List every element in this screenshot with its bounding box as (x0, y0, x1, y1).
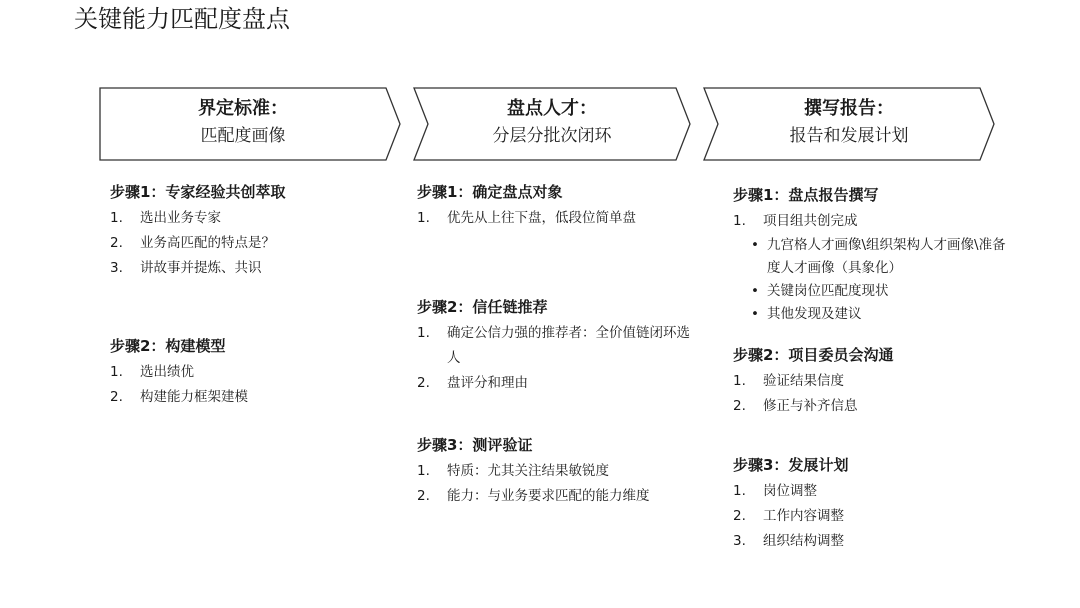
item-text: 选出绩优 (140, 364, 194, 380)
item-text: 盘评分和理由 (447, 375, 528, 391)
item-number: 1. (733, 373, 746, 389)
item-text: 特质：尤其关注结果敏锐度 (447, 463, 609, 479)
step-title: 步骤1：盘点报告撰写 (733, 186, 879, 204)
stage-subtitle: 分层分批次闭环 (492, 126, 612, 146)
bullet-item (733, 303, 1033, 326)
list-item (110, 360, 400, 385)
list-item (733, 369, 1033, 394)
stage-subtitle: 报告和发展计划 (789, 126, 909, 146)
step-block (733, 454, 1033, 554)
list-item (110, 231, 400, 256)
item-text: 验证结果信度 (763, 373, 844, 389)
item-number: 1. (110, 364, 123, 380)
step-block (733, 344, 1033, 419)
item-text: 能力：与业务要求匹配的能力维度 (447, 488, 650, 504)
item-number: 2. (110, 235, 123, 251)
step-block (110, 181, 400, 281)
item-number: 1. (110, 210, 123, 226)
item-number: 1. (417, 463, 430, 479)
step-title: 步骤1：专家经验共创萃取 (110, 183, 286, 201)
item-text: 优先从上往下盘，低段位简单盘 (447, 210, 636, 226)
item-number: 3. (110, 260, 123, 276)
stage-label-1 (100, 96, 386, 160)
page-title: 关键能力匹配度盘点 (74, 5, 290, 33)
item-text: 构建能力框架建模 (140, 389, 248, 405)
item-text: 选出业务专家 (140, 210, 221, 226)
item-number: 2. (417, 488, 430, 504)
list-item (417, 371, 707, 396)
bullet-dot: • (751, 237, 759, 253)
step-title: 步骤2：信任链推荐 (417, 298, 548, 316)
item-text: 组织结构调整 (763, 533, 844, 549)
stage-title: 撰写报告： (804, 98, 894, 119)
bullet-item (733, 234, 1013, 280)
list-item (733, 394, 1033, 419)
bullet-item (733, 280, 1033, 303)
list-item (417, 459, 707, 484)
step-block (417, 296, 707, 396)
list-item (733, 479, 1033, 504)
item-text: 讲故事并提炼、共识 (140, 260, 262, 276)
stage-label-2 (428, 96, 676, 160)
item-number: 2. (733, 508, 746, 524)
item-text: 修正与补齐信息 (763, 398, 858, 414)
item-number: 1. (417, 325, 430, 341)
list-item (110, 206, 400, 231)
stage-title: 盘点人才： (507, 98, 597, 119)
step-title: 步骤3：测评验证 (417, 436, 533, 454)
step-title: 步骤2：项目委员会沟通 (733, 346, 894, 364)
stage-subtitle: 匹配度画像 (200, 126, 286, 146)
bullet-text: 其他发现及建议 (767, 306, 862, 322)
item-number: 2. (733, 398, 746, 414)
item-text: 业务高匹配的特点是？ (140, 235, 275, 251)
item-text: 岗位调整 (763, 483, 817, 499)
bullet-dot: • (751, 283, 759, 299)
list-item (733, 529, 1033, 554)
bullet-text: 关键岗位匹配度现状 (767, 283, 889, 299)
list-item (733, 209, 1033, 234)
list-item (417, 484, 707, 509)
step-title: 步骤3：发展计划 (733, 456, 849, 474)
list-item (110, 256, 400, 281)
step-block (417, 434, 707, 509)
item-text: 确定公信力强的推荐者：全价值链闭环选人 (447, 325, 690, 366)
step-block (733, 184, 1033, 326)
list-item (110, 385, 400, 410)
step-block (110, 335, 400, 410)
step-title: 步骤2：构建模型 (110, 337, 226, 355)
item-number: 1. (417, 210, 430, 226)
bullet-text: 九宫格人才画像\组织架构人才画像\准备度人才画像（具象化） (767, 237, 1006, 276)
item-text: 工作内容调整 (763, 508, 844, 524)
list-item (733, 504, 1033, 529)
item-number: 3. (733, 533, 746, 549)
bullet-dot: • (751, 306, 759, 322)
item-number: 1. (733, 483, 746, 499)
item-number: 1. (733, 213, 746, 229)
item-text: 项目组共创完成 (763, 213, 858, 229)
item-number: 2. (417, 375, 430, 391)
list-item (417, 321, 707, 371)
stage-label-3 (718, 96, 980, 160)
step-block (417, 181, 707, 231)
stage-title: 界定标准： (198, 98, 288, 119)
list-item (417, 206, 707, 231)
item-number: 2. (110, 389, 123, 405)
step-title: 步骤1：确定盘点对象 (417, 183, 563, 201)
